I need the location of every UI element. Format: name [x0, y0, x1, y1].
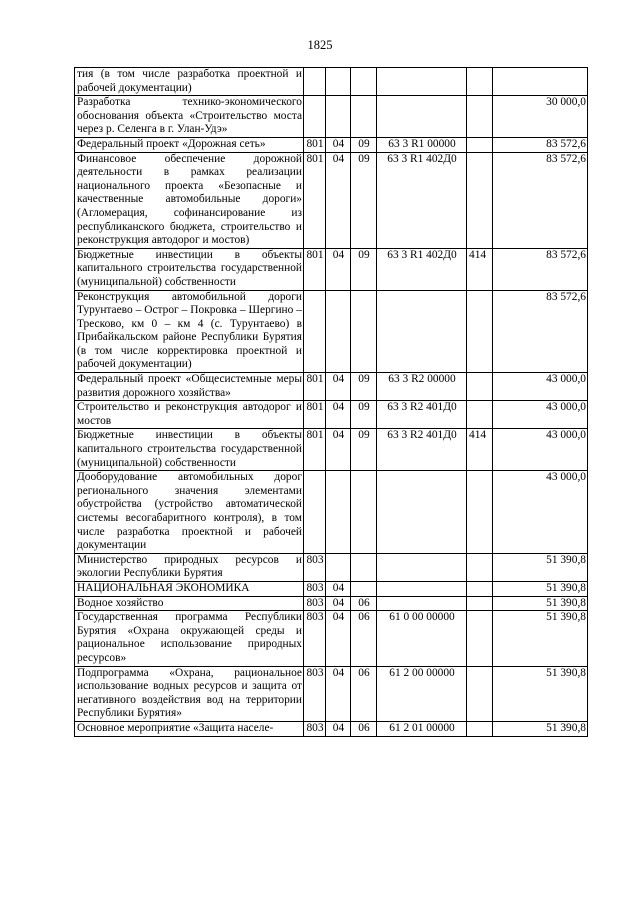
- subsection-code: 09: [351, 137, 377, 152]
- amount: 43 000,0: [493, 401, 588, 429]
- amount: 51 390,8: [493, 666, 588, 721]
- section-code: [326, 553, 351, 581]
- subsection-code: [351, 471, 377, 554]
- subsection-code: 09: [351, 248, 377, 290]
- subsection-code: 09: [351, 429, 377, 471]
- amount: 51 390,8: [493, 581, 588, 596]
- amount: 43 000,0: [493, 373, 588, 401]
- ministry-code: 803: [304, 553, 326, 581]
- section-code: 04: [326, 721, 351, 736]
- amount: 30 000,0: [493, 96, 588, 138]
- amount: 51 390,8: [493, 553, 588, 581]
- ministry-code: [304, 471, 326, 554]
- expense-type-code: [467, 96, 493, 138]
- ministry-code: 801: [304, 429, 326, 471]
- section-code: 04: [326, 401, 351, 429]
- row-name: Водное хозяйство: [75, 596, 304, 611]
- table-row: [75, 581, 588, 596]
- table-row: [75, 401, 588, 429]
- subsection-code: [351, 290, 377, 373]
- row-name: Федеральный проект «Общесистемные меры развития дорожного хозяйства»: [75, 373, 304, 401]
- row-name: тия (в том числе разработка проектной и рабочей документации): [75, 68, 304, 96]
- ministry-code: 801: [304, 248, 326, 290]
- subsection-code: [351, 96, 377, 138]
- amount: 83 572,6: [493, 152, 588, 248]
- table-row: [75, 596, 588, 611]
- row-name: Бюджетные инвестиции в объекты капитального строительства государственной (муниципальной) собственности: [75, 248, 304, 290]
- row-name: Федеральный проект «Дорожная сеть»: [75, 137, 304, 152]
- row-name: Государственная программа Республики Бурятия «Охрана окружающей среды и рациональное использование природных ресурсов»: [75, 611, 304, 666]
- page-number: 1825: [307, 38, 333, 52]
- table-row: [75, 137, 588, 152]
- expense-type-code: [467, 471, 493, 554]
- expense-type-code: [467, 152, 493, 248]
- section-code: 04: [326, 248, 351, 290]
- amount: 83 572,6: [493, 137, 588, 152]
- target-code: 61 2 00 00000: [377, 666, 467, 721]
- section-code: [326, 68, 351, 96]
- subsection-code: 06: [351, 721, 377, 736]
- expense-type-code: [467, 721, 493, 736]
- table-row: [75, 373, 588, 401]
- expense-type-code: [467, 581, 493, 596]
- ministry-code: 803: [304, 581, 326, 596]
- ministry-code: 801: [304, 137, 326, 152]
- target-code: [377, 596, 467, 611]
- expense-type-code: [467, 401, 493, 429]
- subsection-code: [351, 581, 377, 596]
- row-name: Разработка технико-экономического обоснования объекта «Строительство моста через р. Селенга в г. Улан-Удэ»: [75, 96, 304, 138]
- table-body: [75, 68, 588, 737]
- expense-type-code: 414: [467, 429, 493, 471]
- expense-type-code: [467, 68, 493, 96]
- target-code: 63 3 R2 00000: [377, 373, 467, 401]
- target-code: [377, 581, 467, 596]
- target-code: 61 0 00 00000: [377, 611, 467, 666]
- table-row: [75, 152, 588, 248]
- target-code: 63 3 R1 402Д0: [377, 248, 467, 290]
- table-row: [75, 721, 588, 736]
- table-row: [75, 553, 588, 581]
- subsection-code: 09: [351, 401, 377, 429]
- section-code: [326, 290, 351, 373]
- ministry-code: 803: [304, 721, 326, 736]
- row-name: Дооборудование автомобильных дорог регионального значения элементами обустройства (устройство автоматической системы весогабаритного контроля), в том числе разработка проектной и рабочей документации: [75, 471, 304, 554]
- ministry-code: [304, 290, 326, 373]
- expense-type-code: [467, 373, 493, 401]
- budget-table: [74, 67, 588, 737]
- subsection-code: [351, 553, 377, 581]
- expense-type-code: [467, 611, 493, 666]
- table-row: [75, 68, 588, 96]
- section-code: 04: [326, 611, 351, 666]
- table-row: [75, 429, 588, 471]
- amount: 43 000,0: [493, 429, 588, 471]
- row-name: Бюджетные инвестиции в объекты капитального строительства государственной (муниципальной) собственности: [75, 429, 304, 471]
- subsection-code: 09: [351, 373, 377, 401]
- target-code: 63 3 R2 401Д0: [377, 429, 467, 471]
- section-code: 04: [326, 373, 351, 401]
- row-name: Финансовое обеспечение дорожной деятельности в рамках реализации национального проекта «Безопасные и качественные автомобильные дороги» (Агломерация, софинансирование из республиканского бюджета, строительство и реконструкция автодорог и мостов): [75, 152, 304, 248]
- target-code: [377, 68, 467, 96]
- subsection-code: 06: [351, 611, 377, 666]
- table-row: [75, 248, 588, 290]
- ministry-code: [304, 68, 326, 96]
- amount: 51 390,8: [493, 721, 588, 736]
- row-name: Реконструкция автомобильной дороги Турунтаево – Острог – Покровка – Шергино – Тресково, км 0 – км 4 (с. Турунтаево) в Прибайкальском районе Республики Бурятия (в том числе корректировка проектной и рабочей документации): [75, 290, 304, 373]
- ministry-code: 803: [304, 666, 326, 721]
- target-code: [377, 471, 467, 554]
- subsection-code: 06: [351, 666, 377, 721]
- expense-type-code: [467, 137, 493, 152]
- section-code: 04: [326, 581, 351, 596]
- amount: 51 390,8: [493, 611, 588, 666]
- section-code: 04: [326, 666, 351, 721]
- amount: [493, 68, 588, 96]
- amount: 43 000,0: [493, 471, 588, 554]
- amount: 83 572,6: [493, 248, 588, 290]
- table-row: [75, 96, 588, 138]
- subsection-code: 09: [351, 152, 377, 248]
- ministry-code: 801: [304, 373, 326, 401]
- expense-type-code: [467, 596, 493, 611]
- section-code: 04: [326, 152, 351, 248]
- ministry-code: 803: [304, 611, 326, 666]
- ministry-code: [304, 96, 326, 138]
- table-row: [75, 611, 588, 666]
- table-row: [75, 290, 588, 373]
- amount: 51 390,8: [493, 596, 588, 611]
- expense-type-code: [467, 553, 493, 581]
- section-code: 04: [326, 429, 351, 471]
- ministry-code: 801: [304, 401, 326, 429]
- row-name: Основное мероприятие «Защита населе-: [75, 721, 304, 736]
- row-name: Строительство и реконструкция автодорог и мостов: [75, 401, 304, 429]
- target-code: [377, 290, 467, 373]
- expense-type-code: 414: [467, 248, 493, 290]
- section-code: [326, 96, 351, 138]
- target-code: [377, 96, 467, 138]
- table-row: [75, 666, 588, 721]
- row-name: Подпрограмма «Охрана, рациональное использование водных ресурсов и защита от негативного воздействия вод на территории Республики Бурятия»: [75, 666, 304, 721]
- target-code: 63 3 R1 00000: [377, 137, 467, 152]
- expense-type-code: [467, 290, 493, 373]
- subsection-code: [351, 68, 377, 96]
- target-code: [377, 553, 467, 581]
- target-code: 63 3 R1 402Д0: [377, 152, 467, 248]
- expense-type-code: [467, 666, 493, 721]
- row-name: НАЦИОНАЛЬНАЯ ЭКОНОМИКА: [75, 581, 304, 596]
- subsection-code: 06: [351, 596, 377, 611]
- ministry-code: 803: [304, 596, 326, 611]
- amount: 83 572,6: [493, 290, 588, 373]
- target-code: 61 2 01 00000: [377, 721, 467, 736]
- section-code: 04: [326, 137, 351, 152]
- target-code: 63 3 R2 401Д0: [377, 401, 467, 429]
- ministry-code: 801: [304, 152, 326, 248]
- section-code: [326, 471, 351, 554]
- row-name: Министерство природных ресурсов и экологии Республики Бурятия: [75, 553, 304, 581]
- section-code: 04: [326, 596, 351, 611]
- table-row: [75, 471, 588, 554]
